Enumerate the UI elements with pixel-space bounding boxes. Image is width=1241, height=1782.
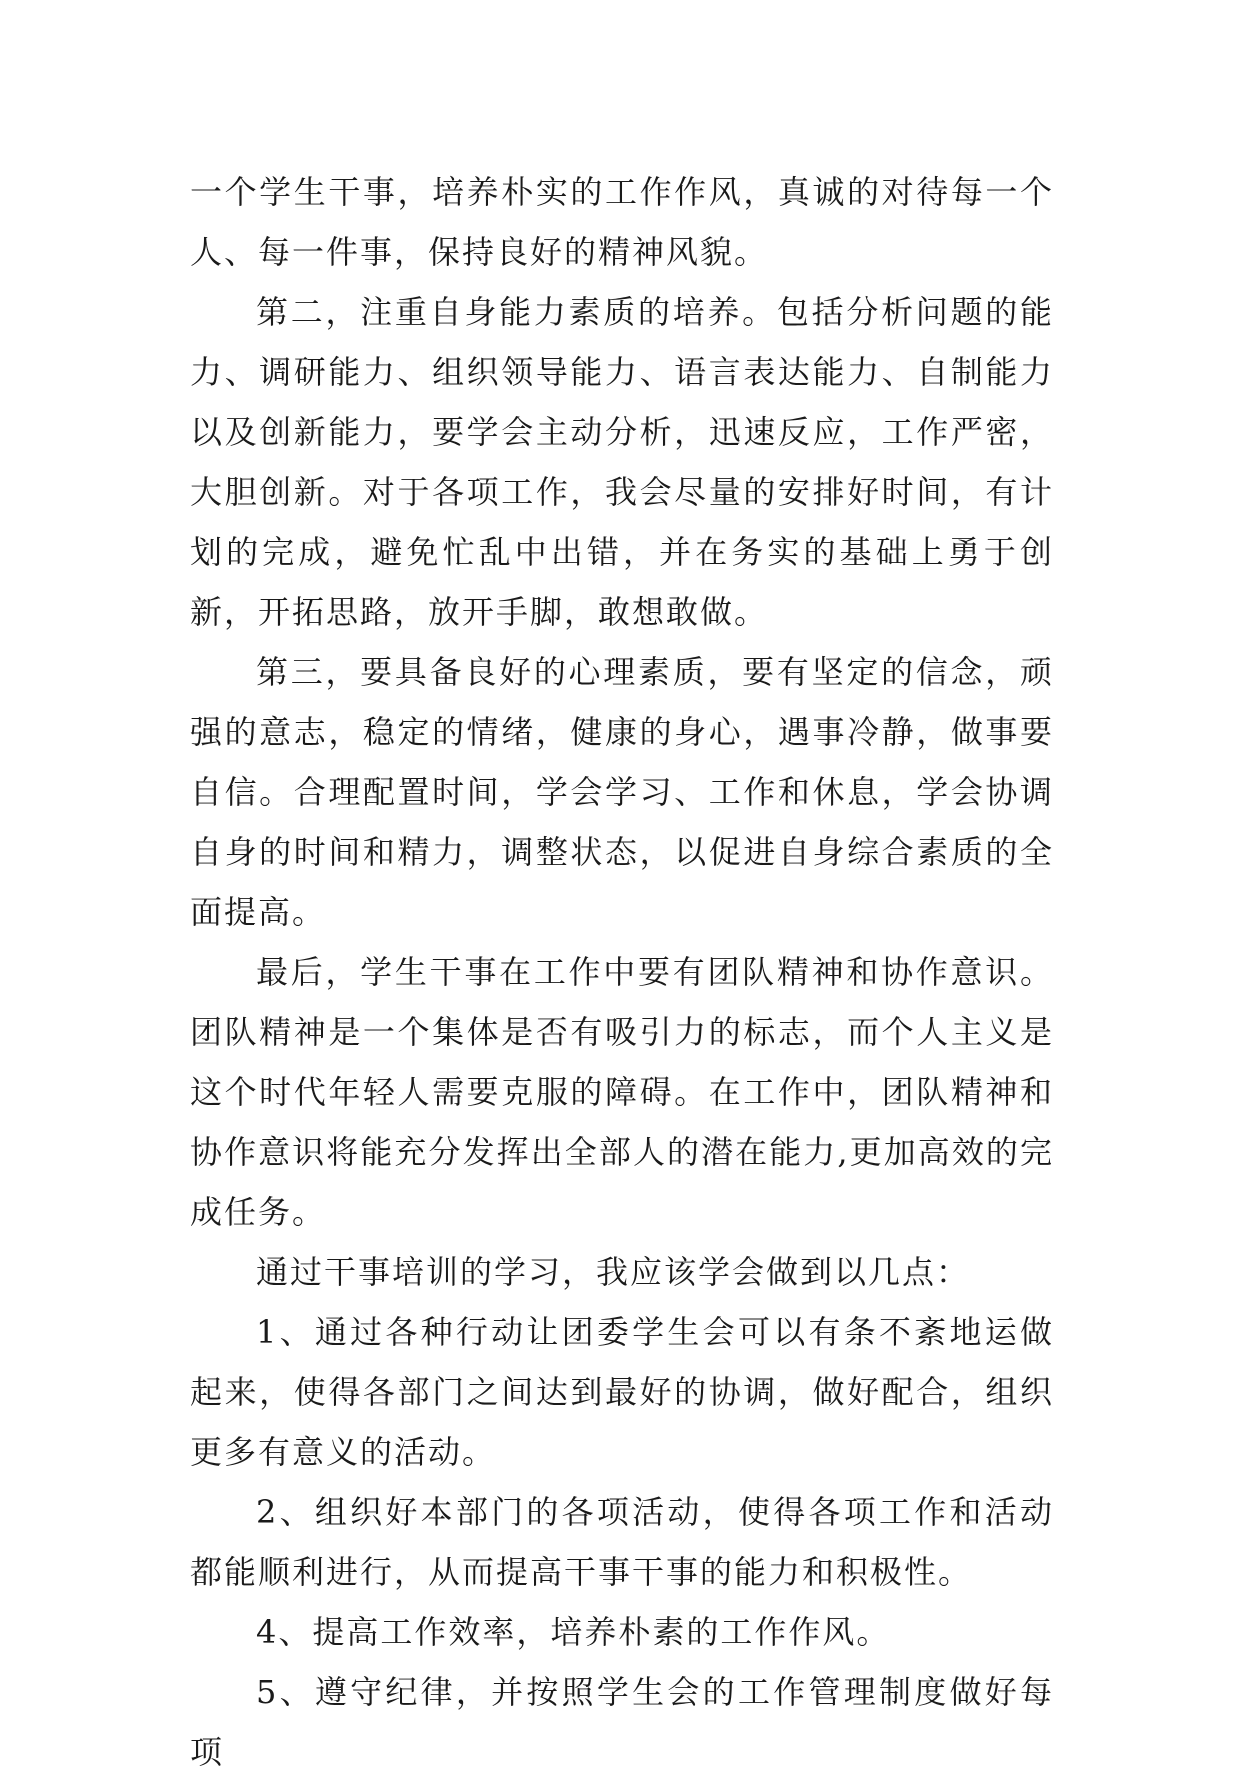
list-item-4: 4、提高工作效率，培养朴素的工作作风。 — [256, 1613, 891, 1651]
document-body — [190, 162, 1054, 1782]
list-item-5: 5、遵守纪律，并按照学生会的工作管理制度做好每项 — [190, 1673, 1054, 1771]
paragraph-second-point: 第二，注重自身能力素质的培养。包括分析问题的能力、调研能力、组织领导能力、语言表达能力、自制能力以及创新能力，要学会主动分析，迅速反应，工作严密，大胆创新。对于各项工作，我会尽量的安排好时间，有计划的完成，避免忙乱中出错，并在务实的基础上勇于创新，开拓思路，放开手脚，敢想敢做。 — [190, 293, 1054, 631]
paragraph-final-point: 最后，学生干事在工作中要有团队精神和协作意识。团队精神是一个集体是否有吸引力的标志，而个人主义是这个时代年轻人需要克服的障碍。在工作中，团队精神和协作意识将能充分发挥出全部人的潜在能力,更加高效的完成任务。 — [190, 953, 1054, 1231]
paragraph-list-intro: 通过干事培训的学习，我应该学会做到以几点： — [256, 1253, 971, 1291]
list-item-1: 1、通过各种行动让团委学生会可以有条不紊地运做起来，使得各部门之间达到最好的协调，做好配合，组织更多有意义的活动。 — [190, 1313, 1054, 1471]
list-item-2: 2、组织好本部门的各项活动，使得各项工作和活动都能顺利进行，从而提高干事干事的能力和积极性。 — [190, 1493, 1054, 1591]
paragraph-third-point: 第三，要具备良好的心理素质，要有坚定的信念，顽强的意志，稳定的情绪，健康的身心，遇事冷静，做事要自信。合理配置时间，学会学习、工作和休息，学会协调自身的时间和精力，调整状态，以促进自身综合素质的全面提高。 — [190, 653, 1054, 931]
paragraph-continuation: 一个学生干事，培养朴实的工作作风，真诚的对待每一个人、每一件事，保持良好的精神风貌。 — [190, 173, 1054, 271]
